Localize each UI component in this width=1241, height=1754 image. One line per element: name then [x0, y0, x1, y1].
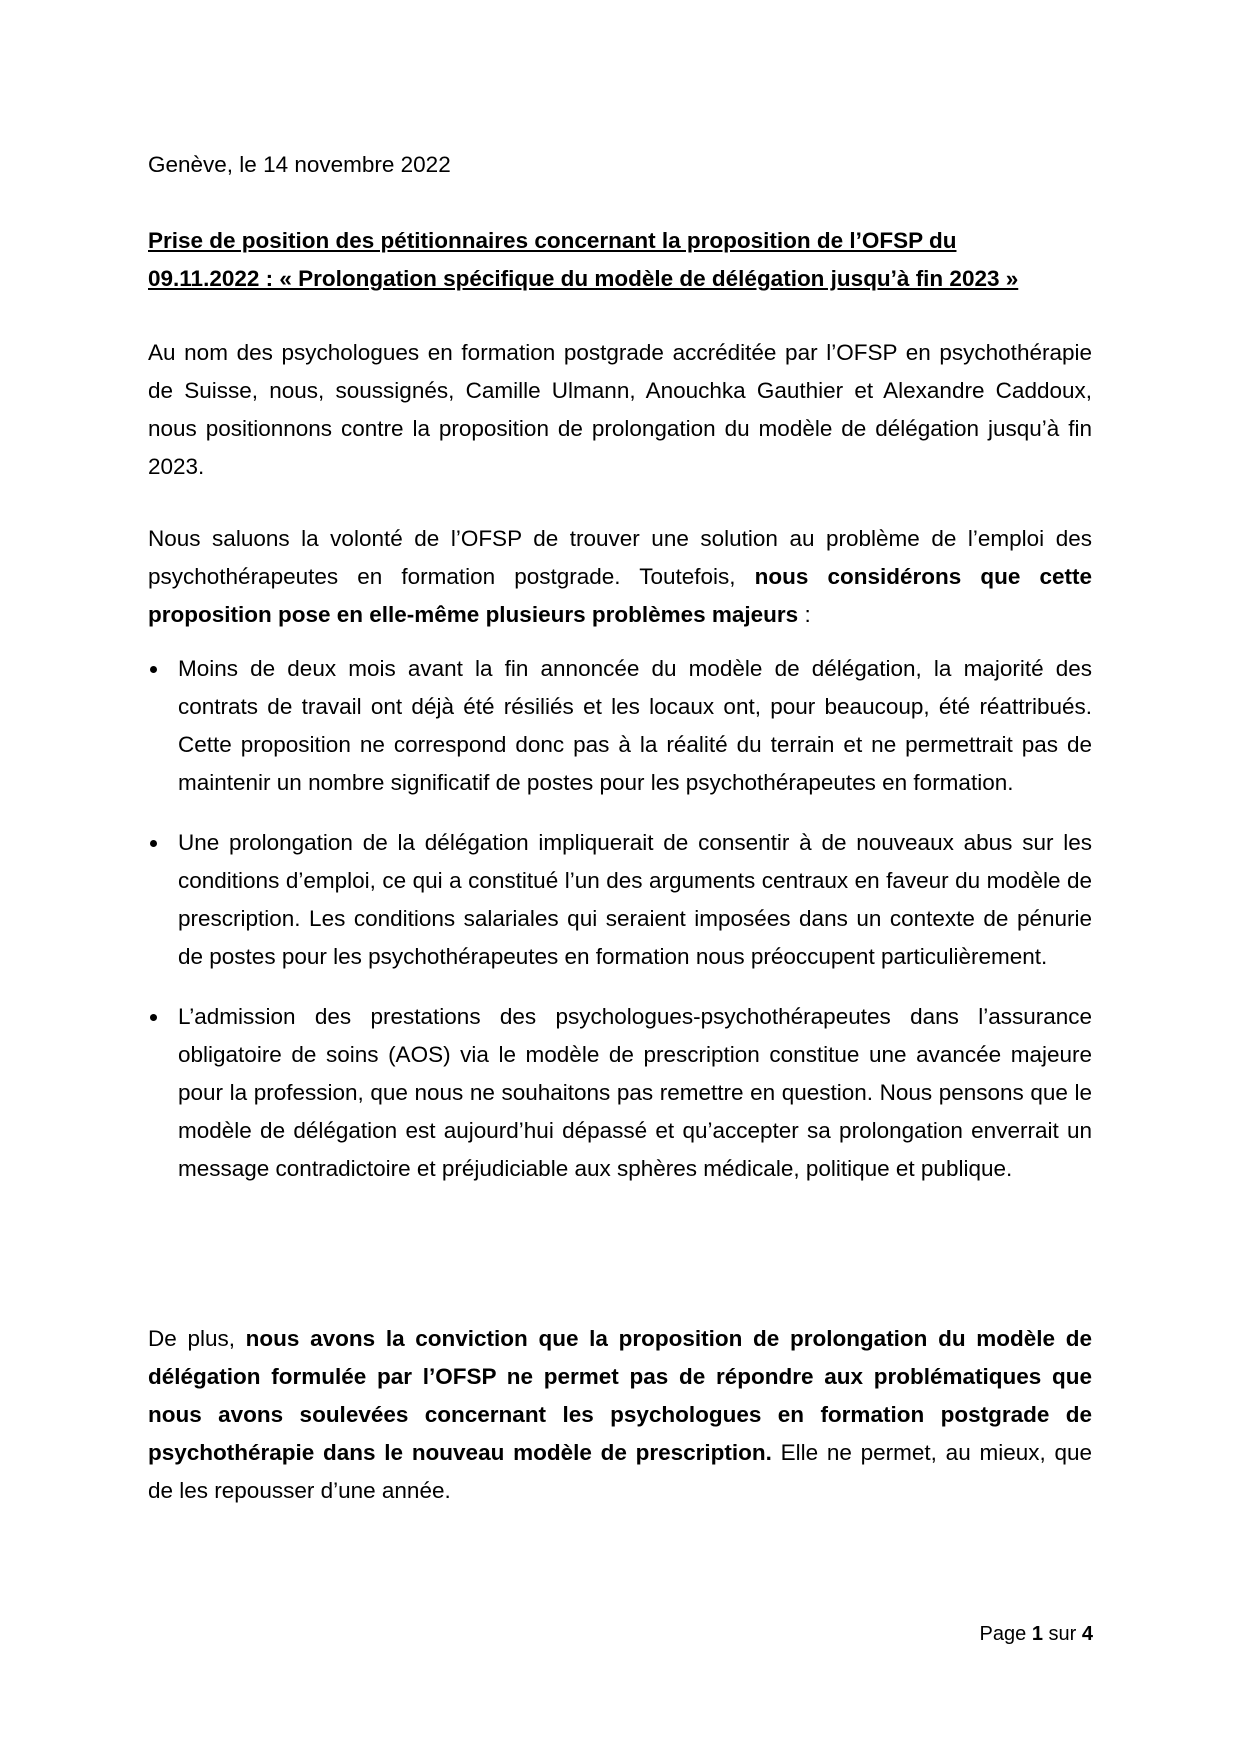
bullet-icon	[150, 840, 157, 847]
page-current: 1	[1031, 1623, 1043, 1645]
paragraph-concerns	[148, 520, 1092, 634]
paragraph-concerns-end: :	[798, 602, 811, 627]
list-item	[148, 650, 1092, 802]
paragraph-conclusion-emphasis: nous avons la conviction que la proposition de prolongation du modèle de délégation formulée par l’OFSP ne permet pas de répondre aux problématiques que nous avons soulevées concernant les psychologues en formation postgrade de psychothérapie dans le nouveau modèle de prescription.	[148, 1326, 1092, 1465]
place-date: Genève, le 14 novembre 2022	[148, 152, 451, 177]
page-label: Page	[979, 1623, 1027, 1645]
list-item-text: L’admission des prestations des psychologues-psychothérapeutes dans l’assurance obligatoire de soins (AOS) via le modèle de prescription constitue une avancée majeure pour la profession, que nous ne souhaitons pas remettre en question. Nous pensons que le modèle de délégation est aujourd’hui dépassé et qu’accepter sa prolongation enverrait un message contradictoire et préjudiciable aux sphères médicale, politique et publique.	[178, 1004, 1092, 1181]
paragraph-intro: Au nom des psychologues en formation postgrade accréditée par l’OFSP en psychothérapie de Suisse, nous, soussignés, Camille Ulmann, Anouchka Gauthier et Alexandre Caddoux, nous positionnons contre la proposition de prolongation du modèle de délégation jusqu’à fin 2023.	[148, 340, 1092, 479]
list-item	[148, 824, 1092, 976]
list-item-text: Une prolongation de la délégation impliquerait de consentir à de nouveaux abus sur les conditions d’emploi, ce qui a constitué l’un des arguments centraux en faveur du modèle de prescription. Les conditions salariales qui seraient imposées dans un contexte de pénurie de postes pour les psychothérapeutes en formation nous préoccupent particulièrement.	[178, 830, 1092, 969]
subject-heading	[148, 222, 1092, 298]
paragraph-conclusion-text: De plus,	[148, 1326, 246, 1351]
list-item-text: Moins de deux mois avant la fin annoncée du modèle de délégation, la majorité des contrats de travail ont déjà été résiliés et les locaux ont, pour beaucoup, été réattribués. Cette proposition ne correspond donc pas à la réalité du terrain et ne permettrait pas de maintenir un nombre significatif de postes pour les psychothérapeutes en formation.	[178, 656, 1092, 795]
page-number	[980, 1620, 1093, 1648]
paragraph-conclusion-end: Elle ne permet, au mieux, que de les repousser d’une année.	[148, 1440, 1093, 1503]
bullet-icon	[150, 1014, 157, 1021]
bullet-icon	[150, 666, 157, 673]
list-item	[148, 998, 1092, 1188]
page-of: sur	[1048, 1623, 1077, 1645]
page-total: 4	[1081, 1623, 1093, 1645]
paragraph-concerns-emphasis: nous considérons que cette proposition pose en elle-même plusieurs problèmes majeurs	[148, 564, 1092, 627]
paragraph-conclusion	[148, 1320, 1092, 1510]
concerns-list	[148, 650, 1092, 1210]
subject-line-2: 09.11.2022 : « Prolongation spécifique du modèle de délégation jusqu’à fin 2023 »	[148, 266, 1019, 291]
paragraph-concerns-text: Nous saluons la volonté de l’OFSP de trouver une solution au problème de l’emploi des psychothérapeutes en formation postgrade. Toutefois,	[148, 526, 1092, 589]
subject-line-1: Prise de position des pétitionnaires concernant la proposition de l’OFSP du	[148, 228, 957, 253]
